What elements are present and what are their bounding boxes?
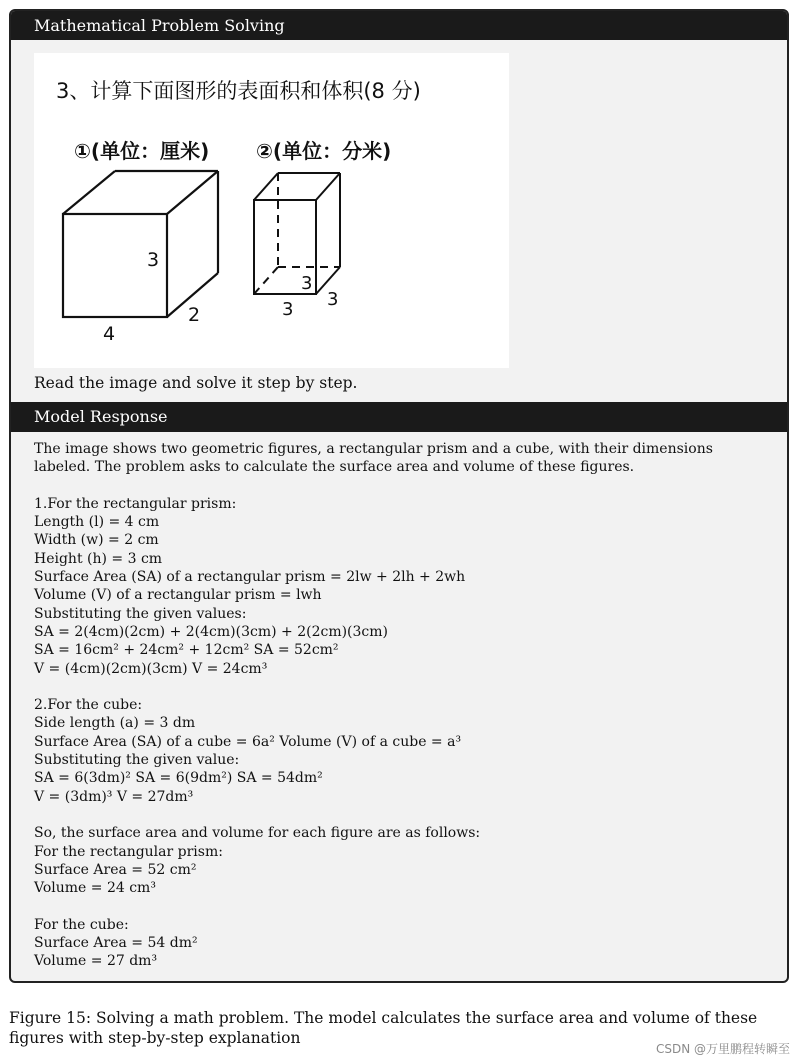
cube-inner-label: 3 [301, 273, 313, 294]
paragraph-gap [34, 806, 764, 824]
cube-right-label: 3 [327, 289, 339, 310]
problem-title: 3、计算下面图形的表面积和体积(8 分) [56, 79, 421, 103]
response-line: 2.For the cube: [34, 697, 143, 714]
response-line: Width (w) = 2 cm [34, 532, 159, 549]
response-line: Surface Area (SA) of a rectangular prism = 2lw + 2lh + 2wh [34, 569, 466, 586]
watermark: CSDN @万里鹏程转瞬至 [655, 1042, 790, 1056]
response-header: Model Response [11, 402, 787, 432]
response-line: So, the surface area and volume for each figure are as follows: [34, 825, 481, 842]
question-header: Mathematical Problem Solving [11, 11, 787, 40]
response-line: V = (3dm)³ V = 27dm³ [34, 788, 194, 805]
fig1-label: ①(单位：厘米) [74, 139, 210, 163]
prism-height-label: 3 [147, 249, 160, 271]
response-line: Substituting the given value: [34, 752, 240, 769]
response-line: Surface Area = 52 cm² [34, 861, 197, 878]
response-line: Volume (V) of a rectangular prism = lwh [34, 587, 322, 604]
response-line: Surface Area = 54 dm² [34, 935, 198, 952]
prism-depth-label: 2 [188, 304, 201, 326]
response-line: SA = 2(4cm)(2cm) + 2(4cm)(3cm) + 2(2cm)(3cm) [34, 623, 388, 640]
cube-front-label: 3 [282, 299, 294, 320]
response-line: Height (h) = 3 cm [34, 550, 163, 567]
problem-image [34, 53, 509, 368]
figure-caption: Figure 15: Solving a math problem. The model calculates the surface area and volume of these figures with step-by-step explanation [9, 1009, 758, 1047]
response-body [11, 432, 787, 971]
response-line: Volume = 27 dm³ [34, 953, 158, 970]
paragraph-gap [34, 477, 764, 495]
response-line: SA = 16cm² + 24cm² + 12cm² SA = 52cm² [34, 642, 339, 659]
response-line: SA = 6(3dm)² SA = 6(9dm²) SA = 54dm² [34, 770, 323, 787]
paragraph-gap [34, 678, 764, 696]
response-line: Volume = 24 cm³ [34, 880, 156, 897]
response-line: Length (l) = 4 cm [34, 514, 160, 531]
response-line: Substituting the given values: [34, 605, 247, 622]
question-area [11, 40, 787, 402]
response-line: For the cube: [34, 916, 129, 933]
prism-figure [63, 171, 218, 317]
response-line: The image shows two geometric figures, a rectangular prism and a cube, with their dimensions labeled. The problem asks to calculate the surface area and volume of these figures. [34, 441, 713, 476]
question-prompt: Read the image and solve it step by step. [34, 374, 358, 392]
response-line: 1.For the rectangular prism: [34, 495, 237, 512]
cube-figure [254, 173, 340, 294]
response-line: V = (4cm)(2cm)(3cm) V = 24cm³ [34, 660, 268, 677]
paragraph-gap [34, 897, 764, 915]
figure-card [9, 9, 789, 983]
response-line: Side length (a) = 3 dm [34, 715, 196, 732]
prism-length-label: 4 [103, 323, 116, 345]
response-line: For the rectangular prism: [34, 843, 223, 860]
fig2-label: ②(单位：分米) [256, 139, 392, 163]
response-line: Surface Area (SA) of a cube = 6a² Volume (V) of a cube = a³ [34, 733, 462, 750]
